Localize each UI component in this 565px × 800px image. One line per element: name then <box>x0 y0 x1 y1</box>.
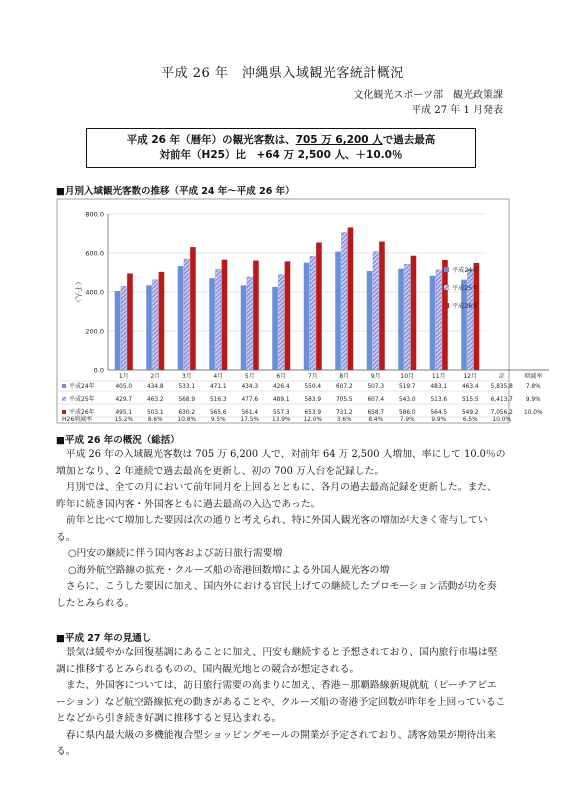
overview-para-2: 月別では、全ての月において前年同月を上回るとともに、各月の過去最高記録を更新した。また、昨年に続き国内客・外国客ともに過去最高の入込であった。 <box>56 482 497 510</box>
table-cell: 653.9 <box>304 410 322 416</box>
bar-1 <box>272 287 278 370</box>
h26-rate-cell: 3.6% <box>336 417 352 423</box>
table-row-label: 平成25年 <box>69 396 95 403</box>
table-cell: 586.0 <box>398 410 416 416</box>
headline-line2: 対前年（H25）比 +64 万 2,500 人、＋10.0％ <box>159 149 403 161</box>
outlook-title: ■平成 27 年の見通し <box>56 633 152 644</box>
table-cell: 568.9 <box>178 397 196 403</box>
table-cell: 483.1 <box>430 384 448 390</box>
bar-2 <box>152 280 158 370</box>
table-cell: 463.2 <box>146 397 164 403</box>
publish-date: 平成 27 年 1 月発表 <box>411 105 503 116</box>
bar-1 <box>178 266 184 370</box>
h26-rate-cell: 9.5% <box>210 417 226 423</box>
overview-para-3: 前年と比べて増加した要因は次の通りと考えられ、特に外国人観光客の増加が大きく寄与している。 <box>56 515 488 543</box>
overview-title: ■平成 26 年の概況（総括） <box>56 435 180 446</box>
bar-2 <box>404 264 410 370</box>
document-title: 平成 26 年 沖縄県入域観光客統計概況 <box>161 66 404 81</box>
table-cell: 731.2 <box>335 410 353 416</box>
headline-pre: 平成 26 年（暦年）の観光客数は、 <box>126 134 296 146</box>
bar-1 <box>430 276 436 370</box>
x-tick-label: 3月 <box>181 373 192 380</box>
table-cell: 471.1 <box>209 384 227 390</box>
table-cell: 607.2 <box>335 384 353 390</box>
table-row-swatch <box>62 410 66 414</box>
overview-para-4: さらに、こうした要因に加え、国内外における官民上げての継続したプロモーション活動が功を奏したとみられる。 <box>56 581 497 609</box>
table-cell: 549.2 <box>461 410 479 416</box>
legend-label: 平成26年 <box>452 303 479 310</box>
bar-1 <box>304 263 310 370</box>
outlook-body <box>56 645 506 761</box>
table-cell: 429.7 <box>115 397 133 403</box>
bar-2 <box>341 232 347 370</box>
table-cell: 477.6 <box>241 397 259 403</box>
y-tick-label: 800.0 <box>85 210 104 219</box>
x-tick-label: 7月 <box>307 373 318 380</box>
bar-1 <box>398 269 404 370</box>
bar-2 <box>436 270 442 370</box>
x-tick-label: 5月 <box>244 373 255 380</box>
outlook-para-1: 景気は緩やかな回復基調にあることに加え、円安も継続すると予想されており、国内旅行市場は堅調に推移するとみられるものの、国内観光地との競合が想定される。 <box>56 647 498 675</box>
overview-item-2: ○海外航空路線の拡充・クルーズ船の寄港回数増による外国人観光客の増 <box>68 564 390 576</box>
y-tick-label: 600.0 <box>85 249 104 258</box>
h26-rate-cell: 9.9% <box>431 417 447 423</box>
y-tick-label: 0.0 <box>93 366 104 375</box>
legend-swatch <box>444 267 449 272</box>
bar-2 <box>310 256 316 370</box>
bar-1 <box>461 280 467 370</box>
bar-1 <box>335 252 341 370</box>
y-axis-label: （千人） <box>74 278 82 306</box>
x-tick-label: 10月 <box>400 373 415 380</box>
x-tick-label: 12月 <box>463 373 478 380</box>
x-tick-label: 6月 <box>276 373 287 380</box>
bar-2 <box>247 277 253 370</box>
headline-highlight: 705 万 6,200 人 <box>295 134 383 146</box>
bar-3 <box>442 260 448 370</box>
table-cell: 426.4 <box>272 384 290 390</box>
table-cell: 405.0 <box>115 384 133 390</box>
bar-3 <box>222 260 228 370</box>
legend-swatch <box>444 285 449 290</box>
bar-3 <box>253 261 259 370</box>
department-name: 文化観光スポーツ部 観光政策課 <box>353 90 503 101</box>
legend-label: 平成25年 <box>452 285 479 292</box>
table-cell: 503.1 <box>146 410 164 416</box>
overview-body <box>56 447 506 612</box>
x-tick-label: 増減率 <box>524 373 543 380</box>
bar-1 <box>209 278 215 370</box>
bar-2 <box>121 286 127 370</box>
table-cell: 564.5 <box>430 410 448 416</box>
h26-rate-cell: 10.8% <box>177 417 196 423</box>
bar-1 <box>367 271 373 370</box>
y-tick-label: 200.0 <box>85 327 104 336</box>
bar-2 <box>373 252 379 370</box>
chart-section-title: ■月別入域観光客数の推移（平成 24 年～平成 26 年） <box>56 186 295 197</box>
table-cell: 583.9 <box>304 397 322 403</box>
table-cell: 630.2 <box>178 410 196 416</box>
h26-rate-cell: 8.6% <box>147 417 163 423</box>
h26-rate-cell: 12.0% <box>303 417 322 423</box>
h26-rate-cell: 7.9% <box>399 417 415 423</box>
bar-2 <box>215 269 221 370</box>
bar-3 <box>348 227 354 370</box>
outlook-para-3: 春に県内最大級の多機能複合型ショッピングモールの開業が予定されており、誘客効果が期待出来る。 <box>56 729 496 757</box>
overview-item-1: ○円安の継続に伴う国内客および訪日旅行需要増 <box>68 548 283 559</box>
table-cell: 557.3 <box>272 410 290 416</box>
h26-rate-cell: 13.9% <box>272 417 291 423</box>
bar-3 <box>474 263 480 370</box>
y-tick-label: 400.0 <box>85 288 104 297</box>
table-cell: 489.1 <box>272 397 290 403</box>
x-tick-label: 11月 <box>431 373 446 380</box>
table-cell: 705.5 <box>335 397 353 403</box>
table-cell: 515.5 <box>461 397 479 403</box>
bar-3 <box>159 272 165 370</box>
table-total: 6,413.7 <box>490 397 513 403</box>
overview-para-1: 平成 26 年の入域観光客数は 705 万 6,200 人で、対前年 64 万 2,500 人増加、率にして 10.0％の増加となり、2 年連続で過去最高を更新し、初の 700 万人台を記録した。 <box>56 449 506 477</box>
table-rate: 9.9% <box>525 397 541 403</box>
h26-rate-label: H26増減率 <box>62 416 93 423</box>
table-cell: 565.6 <box>209 410 227 416</box>
bar-3 <box>379 242 385 370</box>
h26-rate-cell: 15.2% <box>114 417 133 423</box>
table-row-swatch <box>62 384 66 388</box>
table-cell: 533.1 <box>178 384 196 390</box>
x-tick-label: 9月 <box>370 373 381 380</box>
bar-3 <box>411 256 417 370</box>
h26-rate-cell: 10.0% <box>492 417 511 423</box>
table-total: 7,056.2 <box>490 410 513 416</box>
table-cell: 550.4 <box>304 384 322 390</box>
table-cell: 561.4 <box>241 410 259 416</box>
h26-rate-cell: 17.5% <box>240 417 259 423</box>
x-tick-label: 4月 <box>213 373 224 380</box>
outlook-para-2: また、外国客については、訪日旅行需要の高まりに加え、香港－那覇路線新規就航（ピーチアビエーション）など航空路線拡充の動きがあることや、クルーズ船の寄港予定回数が昨年を上回っていることなどから引き続き好調に推移すると見込まれる。 <box>56 680 506 724</box>
legend-swatch <box>444 303 449 308</box>
x-tick-label: 計 <box>498 373 505 380</box>
bar-3 <box>127 273 133 370</box>
table-total: 5,835.8 <box>490 384 513 390</box>
h26-rate-cell: 6.5% <box>462 417 478 423</box>
bar-2 <box>184 259 190 370</box>
bar-3 <box>190 247 196 370</box>
headline-post: で過去最高 <box>382 134 436 146</box>
table-cell: 434.8 <box>146 384 164 390</box>
table-cell: 516.3 <box>209 397 227 403</box>
table-cell: 513.6 <box>430 397 448 403</box>
table-rate: 10.0% <box>524 410 543 416</box>
table-cell: 519.7 <box>398 384 416 390</box>
monthly-visitors-chart <box>56 198 543 424</box>
table-row-label: 平成26年 <box>69 409 95 416</box>
h26-rate-cell: 8.4% <box>368 417 384 423</box>
table-row-label: 平成24年 <box>69 383 95 390</box>
bar-1 <box>146 285 152 370</box>
table-cell: 495.1 <box>115 410 133 416</box>
table-cell: 543.0 <box>398 397 416 403</box>
table-row-swatch <box>62 397 66 401</box>
legend-label: 平成24年 <box>452 267 479 274</box>
table-rate: 7.8% <box>525 384 541 390</box>
bar-1 <box>115 291 121 370</box>
headline-box <box>86 128 476 168</box>
table-cell: 507.3 <box>367 384 385 390</box>
table-cell: 607.4 <box>367 397 385 403</box>
bar-3 <box>316 242 322 370</box>
x-tick-label: 2月 <box>150 373 161 380</box>
table-cell: 434.3 <box>241 384 259 390</box>
x-tick-label: 8月 <box>339 373 350 380</box>
table-cell: 463.4 <box>461 384 479 390</box>
bar-2 <box>278 275 284 370</box>
bar-3 <box>285 261 291 370</box>
bar-1 <box>241 285 247 370</box>
x-tick-label: 1月 <box>118 373 129 380</box>
headline-line1 <box>87 133 475 148</box>
table-cell: 658.7 <box>367 410 385 416</box>
